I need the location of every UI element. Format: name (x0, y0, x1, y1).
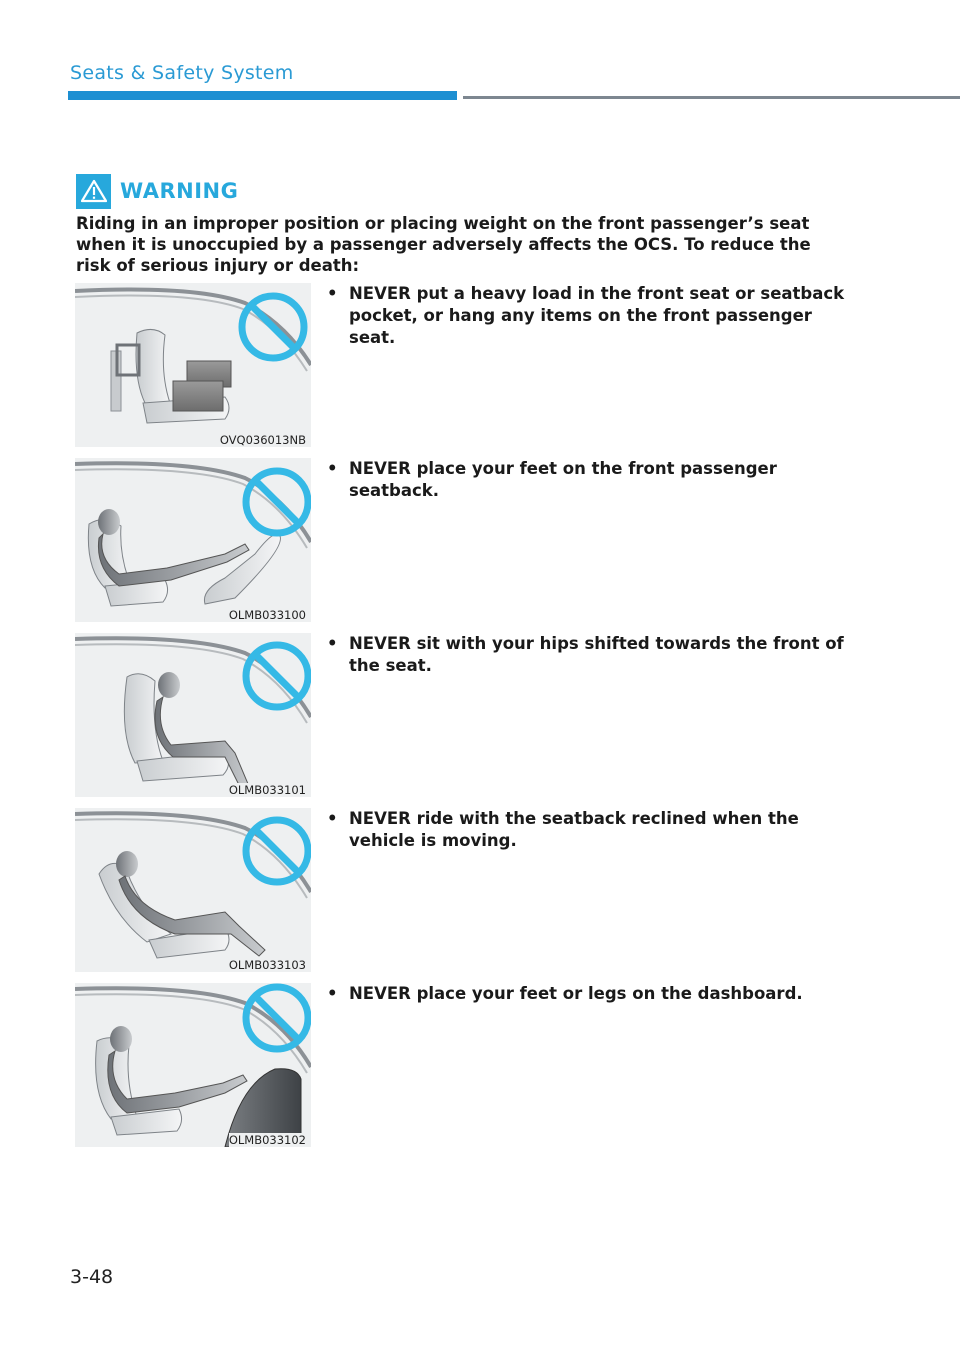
warning-item (75, 458, 835, 622)
bullet-text (327, 458, 849, 502)
figure-code: OLMB033100 (228, 608, 306, 622)
figure-code: OLMB033101 (228, 783, 306, 797)
bullet-text-content: NEVER sit with your hips shifted towards the front of the seat. (349, 634, 844, 675)
page-number: 3-48 (70, 1266, 114, 1288)
prohibition-icon (75, 283, 311, 447)
bullet-text-content: NEVER place your feet or legs on the dashboard. (349, 984, 803, 1003)
illustration-hips-shifted (75, 633, 311, 797)
bullet-text (327, 633, 849, 677)
figure-code: OLMB033103 (228, 958, 306, 972)
prohibition-icon (75, 808, 311, 972)
warning-item (75, 633, 844, 797)
illustration-feet-on-seatback (75, 458, 311, 622)
illustration-heavy-load (75, 283, 311, 447)
prohibition-icon (75, 633, 311, 797)
bullet-text-content: NEVER place your feet on the front passenger seatback. (349, 459, 777, 500)
bullet-dot: • (327, 809, 338, 828)
bullet-text (327, 808, 849, 852)
warning-header (76, 173, 238, 209)
bullet-text (327, 283, 849, 349)
header-rule-blue (68, 91, 457, 100)
figure-code: OLMB033102 (228, 1133, 306, 1147)
warning-intro: Riding in an improper position or placing weight on the front passenger’s seat when it is unoccupied by a passenger adversely affects the OCS. To reduce the risk of serious injury or death: (76, 214, 811, 275)
prohibition-icon (75, 983, 311, 1147)
warning-item (75, 808, 835, 972)
warning-item (75, 283, 845, 447)
figure-code: OVQ036013NB (219, 433, 306, 447)
warning-label: WARNING (120, 179, 239, 203)
section-title: Seats & Safety System (70, 62, 294, 84)
prohibition-icon (75, 458, 311, 622)
bullet-dot: • (327, 984, 338, 1003)
bullet-text-content: NEVER ride with the seatback reclined when the vehicle is moving. (349, 809, 799, 850)
warning-item (75, 983, 835, 1147)
header-rule-gray (463, 96, 960, 99)
warning-triangle-icon (76, 174, 111, 209)
bullet-dot: • (327, 459, 338, 478)
bullet-text (327, 983, 849, 1005)
illustration-feet-on-dashboard (75, 983, 311, 1147)
illustration-reclined-seatback (75, 808, 311, 972)
bullet-text-content: NEVER put a heavy load in the front seat or seatback pocket, or hang any items on the front passenger seat. (349, 284, 845, 347)
bullet-dot: • (327, 634, 338, 653)
bullet-dot: • (327, 284, 338, 303)
